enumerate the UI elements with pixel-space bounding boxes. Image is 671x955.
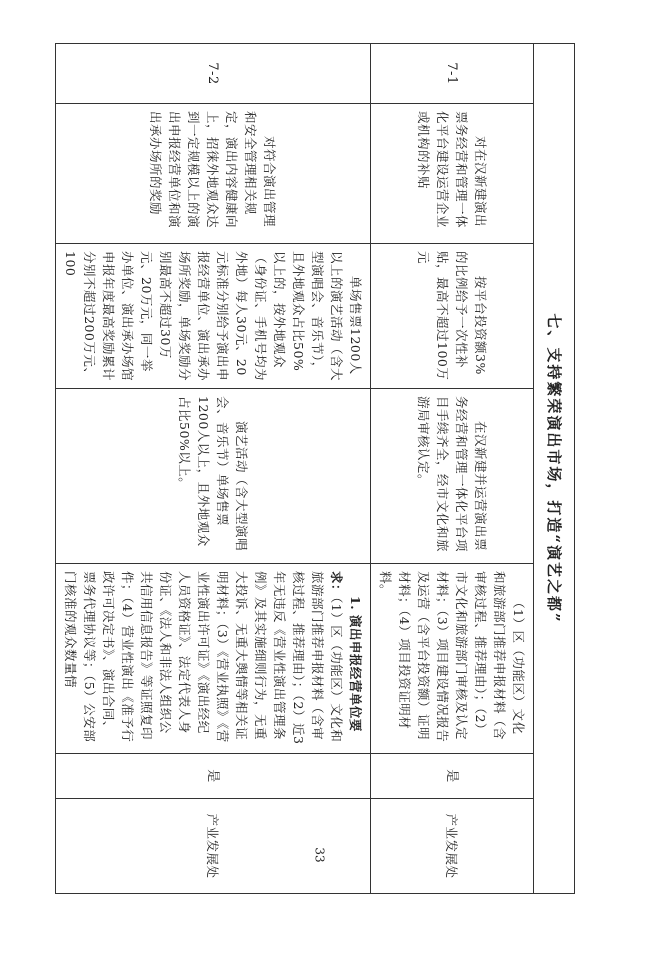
row-id: 7-1 <box>371 44 534 104</box>
responsible-dept: 产业发展处 <box>371 799 534 894</box>
responsible-dept: 产业发展处 <box>56 799 371 894</box>
conditions-text: 在汉新建并运营演出票务经营和管理一体化平台项目手续齐全，经市文化和旅游局审核认定。 <box>371 389 534 564</box>
materials-text: （1）区（功能区）文化和旅游部门推荐申报材料（含审核过程、推荐理由）；（2）近3年无违反《营业性演出管理条例》及其实施细则行为，无重大投诉、无重大舆情等相关证明材料；（3）《营业执照》《营业性演出许可证》《演出经纪人员资格证》、法定代表人身份证、《法人和非法人组织公共信用信息报告》等证照复印件；（4）营业性演出《准予行政许可决定书》、演出合同、票务代理协议等；（5）公安部门核准的观众数量情 <box>63 571 344 745</box>
standard-text: 按平台投资额3%的比例给予一次性补贴，最高不超过100万元 <box>371 244 534 389</box>
materials-text: （1）区（功能区）文化和旅游部门推荐申报材料（含审核过程、推荐理由）；（2）市文化和旅游部门审核及认定材料；（3）项目建设情况报告及运营（含平台投资额）证明材料；（4）项目投资证明材料。 <box>371 564 534 754</box>
table-row <box>371 44 534 894</box>
page-number: 33 <box>312 847 327 863</box>
standard-text: 单场售票1200人以上的演艺活动（含大型演唱会、音乐节），且外地观众占比50%以上的，按外地观众（身份证、手机号均为外地）每人30元、20元标准分别给予演出申报经营单位、演出承办场所奖励，单场奖励分别最高不超过30万元、20万元，同一举办单位、演出承办场馆申报年度最高奖励累计分别不超过200万元、100 <box>56 244 371 389</box>
item-text: 对符合演出管理和安全管理相关规定，演出内容健康向上，招徕外地观众达到一定规模以上的演出申报经营单位和演出承办场所的奖励 <box>56 104 371 244</box>
public-flag: 是 <box>56 754 371 799</box>
conditions-text: 演艺活动（含大型演唱会、音乐节）单场售票1200人以上，且外地观众占比50%以上。 <box>56 389 371 564</box>
public-flag: 是 <box>371 754 534 799</box>
materials-heading: 1. 演出申报经营单位要求： <box>329 571 363 732</box>
row-id: 7-2 <box>56 44 371 104</box>
materials-cell <box>56 564 371 754</box>
rotated-policy-table <box>63 43 575 893</box>
section-title: 七、支持繁荣演出市场，打造“演艺之都” <box>534 44 575 894</box>
policy-table <box>55 43 575 894</box>
item-text: 对在汉新建演出票务经营和管理一体化平台建设运营企业或机构的补贴 <box>371 104 534 244</box>
table-row <box>56 44 371 894</box>
